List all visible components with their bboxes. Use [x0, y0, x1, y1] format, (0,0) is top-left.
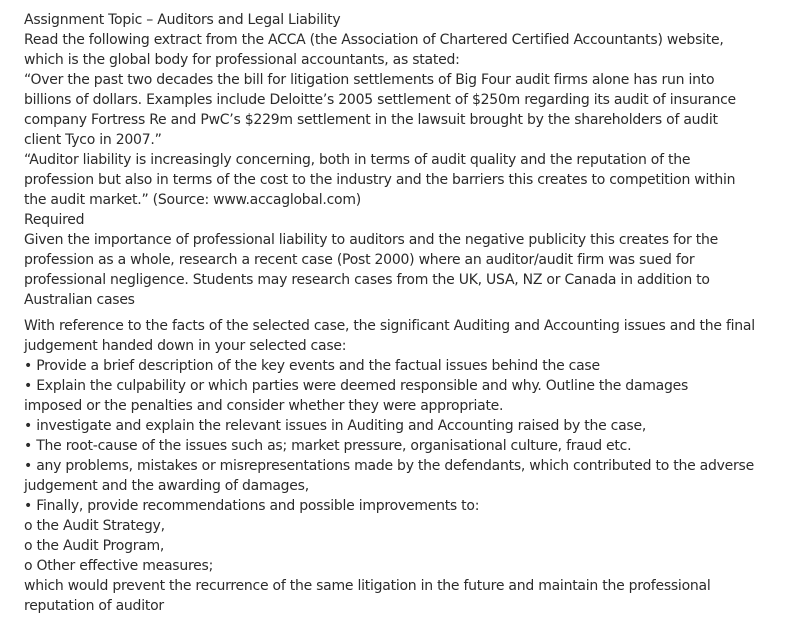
sub-item: o the Audit Program,: [24, 538, 165, 554]
text-line: Australian cases: [24, 292, 135, 308]
text-line: profession as a whole, research a recent case (Post 2000) where an auditor/audit firm was sued for: [24, 252, 695, 268]
bullet-item: • Provide a brief description of the key events and the factual issues behind the case: [24, 358, 600, 374]
quote-line: “Over the past two decades the bill for litigation settlements of Big Four audit firms alone has run into: [24, 72, 715, 88]
quote-source-line: the audit market.” (Source: www.accaglobal.com): [24, 192, 361, 208]
text-line: With reference to the facts of the selected case, the significant Auditing and Accounting issues and the final: [24, 318, 755, 334]
text-line: judgement handed down in your selected case:: [24, 338, 347, 354]
bullet-item: • Explain the culpability or which parties were deemed responsible and why. Outline the damages: [24, 378, 689, 394]
quote-line: profession but also in terms of the cost to the industry and the barriers this creates to competition within: [24, 172, 736, 188]
task-requirements-block: [24, 316, 780, 616]
assignment-topic-heading: Assignment Topic – Auditors and Legal Liability: [24, 12, 341, 28]
sub-item: o Other effective measures;: [24, 558, 214, 574]
sub-item: o the Audit Strategy,: [24, 518, 165, 534]
bullet-item: • investigate and explain the relevant issues in Auditing and Accounting raised by the case,: [24, 418, 647, 434]
bullet-continuation: imposed or the penalties and consider whether they were appropriate.: [24, 398, 504, 414]
bullet-item: • The root-cause of the issues such as; market pressure, organisational culture, fraud etc.: [24, 438, 632, 454]
text-line: Read the following extract from the ACCA (the Association of Chartered Certified Accountants) website,: [24, 32, 724, 48]
quote-line: billions of dollars. Examples include Deloitte’s 2005 settlement of $250m regarding its audit of insurance: [24, 92, 736, 108]
bullet-item: • any problems, mistakes or misrepresentations made by the defendants, which contributed to the adverse: [24, 458, 754, 474]
quote-line: “Auditor liability is increasingly concerning, both in terms of audit quality and the reputation of the: [24, 152, 691, 168]
bullet-item: • Finally, provide recommendations and possible improvements to:: [24, 498, 480, 514]
required-heading: Required: [24, 212, 85, 228]
text-line: which would prevent the recurrence of the same litigation in the future and maintain the professional: [24, 578, 711, 594]
quote-line: company Fortress Re and PwC’s $229m settlement in the lawsuit brought by the shareholders of audit: [24, 112, 718, 128]
text-line: professional negligence. Students may research cases from the UK, USA, NZ or Canada in addition to: [24, 272, 710, 288]
text-line: reputation of auditor: [24, 598, 164, 614]
text-line: Given the importance of professional liability to auditors and the negative publicity this creates for the: [24, 232, 718, 248]
assignment-brief-block: [24, 10, 780, 310]
text-line: which is the global body for professional accountants, as stated:: [24, 52, 460, 68]
quote-line: client Tyco in 2007.”: [24, 132, 162, 148]
bullet-continuation: judgement and the awarding of damages,: [24, 478, 309, 494]
